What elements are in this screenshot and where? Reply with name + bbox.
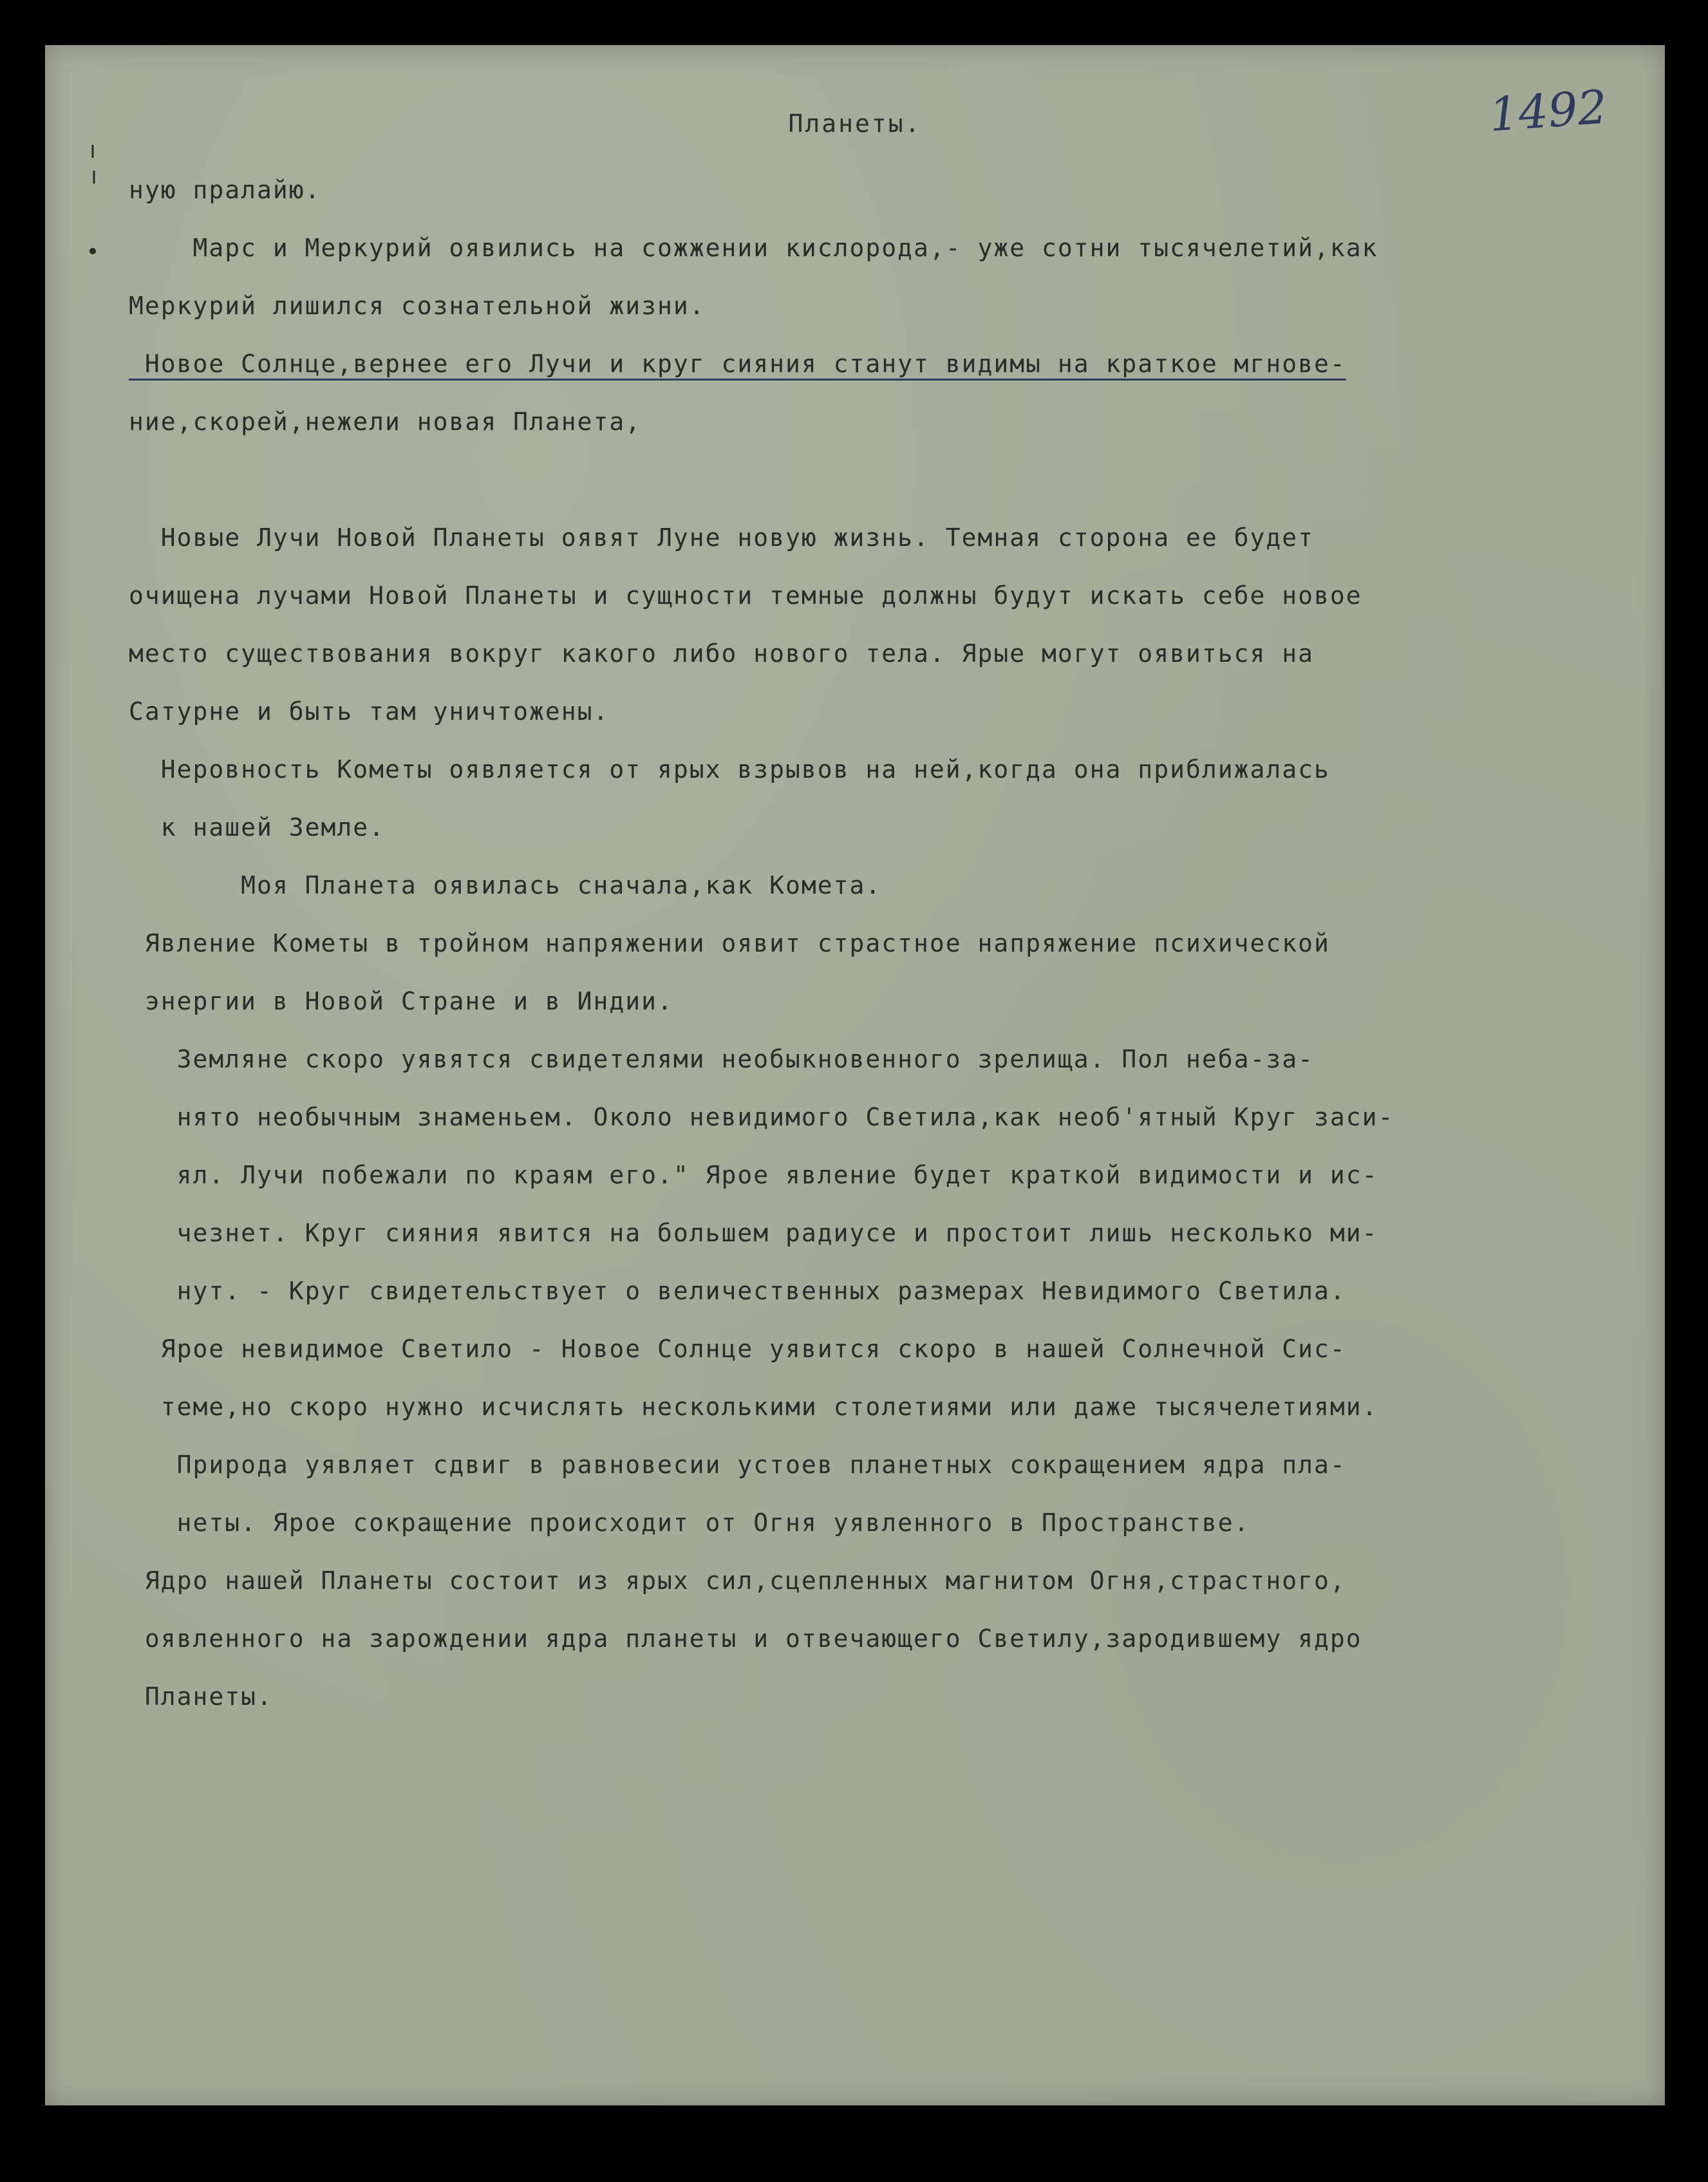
text-line-15: энергии в Новой Стране и в Индии.: [129, 987, 673, 1015]
text-line-2: Марс и Меркурий оявились на сожжении кислорода,- уже сотни тысячелетий,как: [129, 234, 1378, 262]
document-page: [45, 45, 1665, 2105]
text-line-26: оявленного на зарождении ядра планеты и отвечающего Светилу,зародившему ядро: [129, 1624, 1362, 1653]
margin-marks-icon: [85, 142, 104, 270]
text-line-21: Ярое невидимое Светило - Новое Солнце уявится скоро в нашей Солнечной Сис-: [129, 1335, 1346, 1363]
text-line-8: очищена лучами Новой Планеты и сущности темные должны будут искать себе новое: [129, 581, 1362, 610]
text-line-10: Сатурне и быть там уничтожены.: [129, 697, 610, 726]
text-line-20: нут. - Круг свидетельствует о величественных размерах Невидимого Светила.: [129, 1277, 1346, 1305]
typed-text-body: [129, 161, 1667, 1726]
text-line-19: чезнет. Круг сияния явится на большем радиусе и простоит лишь несколько ми-: [129, 1219, 1378, 1247]
text-line-5: ние,скорей,нежели новая Планета,: [129, 408, 642, 436]
text-line-12: к нашей Земле.: [129, 813, 386, 842]
text-line-7: Новые Лучи Новой Планеты оявят Луне новую жизнь. Темная сторона ее будет: [129, 523, 1314, 552]
text-line-13: Моя Планета оявилась сначала,как Комета.: [129, 871, 882, 899]
text-line-4-underlined: Новое Солнце,вернее его Лучи и круг сияния станут видимы на краткое мгнове-: [129, 350, 1346, 378]
text-line-11: Неровность Кометы оявляется от ярых взрывов на ней,когда она приближалась: [129, 755, 1330, 784]
text-line-16: Земляне скоро уявятся свидетелями необыкновенного зрелища. Пол неба-за-: [129, 1045, 1314, 1073]
text-line-17: нято необычным знаменьем. Около невидимого Светила,как необ'ятный Круг заси-: [129, 1103, 1394, 1131]
text-line-25: Ядро нашей Планеты состоит из ярых сил,сцепленных магнитом Огня,страстного,: [129, 1566, 1346, 1595]
text-line-24: неты. Ярое сокращение происходит от Огня уявленного в Пространстве.: [129, 1509, 1250, 1537]
text-line-27: Планеты.: [129, 1682, 273, 1711]
text-line-1: ную пралайю.: [129, 176, 321, 204]
text-line-14: Явление Кометы в тройном напряжении оявит страстное напряжение психической: [129, 929, 1330, 957]
blank-line: [129, 451, 1667, 509]
text-line-3: Меркурий лишился сознательной жизни.: [129, 292, 706, 320]
text-line-18: ял. Лучи побежали по краям его." Ярое явление будет краткой видимости и ис-: [129, 1161, 1378, 1189]
text-line-22: теме,но скоро нужно исчислять несколькими столетиями или даже тысячелетиями.: [129, 1393, 1378, 1421]
handwritten-page-number: 1492: [1487, 79, 1609, 142]
document-title: Планеты.: [788, 109, 922, 138]
text-line-9: место существования вокруг какого либо нового тела. Ярые могут оявиться на: [129, 639, 1314, 668]
text-line-23: Природа уявляет сдвиг в равновесии устоев планетных сокращением ядра пла-: [129, 1451, 1346, 1479]
